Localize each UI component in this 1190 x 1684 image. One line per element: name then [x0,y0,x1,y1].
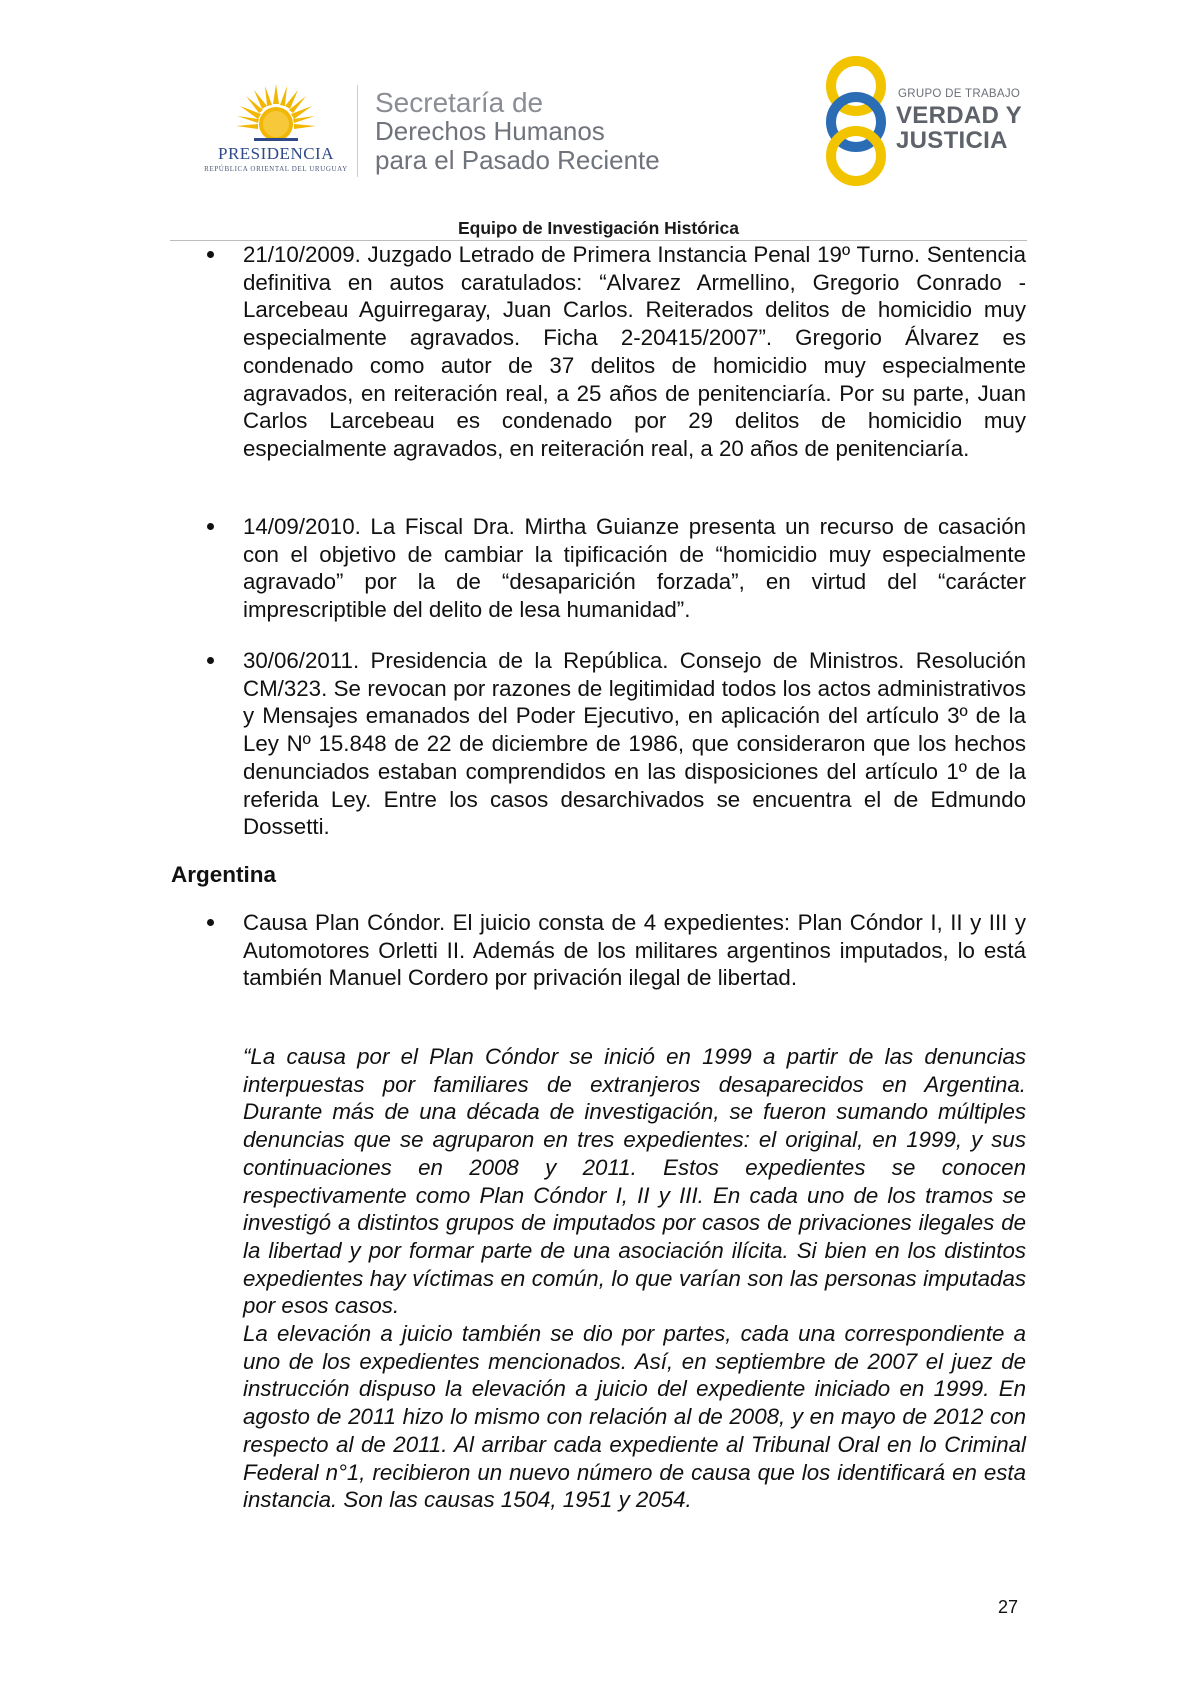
interlocked-rings-icon [822,56,892,186]
grupo-trabajo-logo [822,56,1032,186]
bullet-text: Causa Plan Cóndor. El juicio consta de 4 expedientes: Plan Cóndor I, II y III y Automotores Orletti II. Además de los militares argentinos imputados, lo está también Manuel Cordero por privación ilegal de libertad. [243,910,1026,991]
presidencia-name: PRESIDENCIA [217,144,334,163]
list-item [243,909,1026,992]
grupo-title-line-2: JUSTICIA [896,127,1008,154]
header-divider [357,85,358,177]
bullet-icon [207,523,214,530]
list-item [243,513,1026,624]
quote-paragraph: La elevación a juicio también se dio por partes, cada una correspondiente a uno de los expedientes mencionados. Así, en septiembre de 2007 el juez de instrucción dispuso la elevación a juicio del expediente iniciado en 1999. En agosto de 2011 hizo lo mismo con relación al de 2008, y en mayo de 2012 con respecto al de 2011. Al arribar cada expediente al Tribunal Oral en lo Criminal Federal n°1, recibieron un nuevo número de causa que los identificará en esta instancia. Son las causas 1504, 1951 y 2054. [243,1321,1026,1513]
quote-paragraph: “La causa por el Plan Cóndor se inició en 1999 a partir de las denuncias interpuestas por familiares de extranjeros desaparecidos en Argentina. Durante más de una década de investigación, se fueron sumando múltiples denuncias que se agruparon en tres expedientes: el original, en 1999, y sus continuaciones en 2008 y 2011. Estos expedientes se conocen respectivamente como Plan Cóndor I, II y III. En cada uno de los tramos se investigó a distintos grupos de imputados por casos de privaciones ilegales de la libertad y por formar parte de una asociación ilícita. Si bien en los distintos expedientes hay víctimas en común, lo que varían son las personas imputadas por esos casos. [243,1044,1026,1319]
quote-block [243,1043,1026,1514]
secretaria-line-2: Derechos Humanos [375,116,605,146]
team-title: Equipo de Investigación Histórica [457,218,740,238]
secretaria-line-3: para el Pasado Reciente [375,145,660,175]
section-heading: Argentina [171,862,277,887]
bullet-icon [207,251,214,258]
page-number: 27 [998,1597,1019,1617]
bullet-text: 14/09/2010. La Fiscal Dra. Mirtha Guianze presenta un recurso de casación con el objetivo de cambiar la tipificación de “homicidio muy especialmente agravado” por la de “desaparición forzada”, en virtud del “carácter imprescriptible del delito de lesa humanidad”. [243,514,1026,623]
bullet-icon [207,657,214,664]
list-item [243,241,1026,463]
grupo-title-line-1: VERDAD Y [896,102,1022,129]
bullet-icon [207,919,214,926]
bullet-text: 30/06/2011. Presidencia de la República. Consejo de Ministros. Resolución CM/323. Se revocan por razones de legitimidad todos los actos administrativos y Mensajes emanados del Poder Ejecutivo, en aplicación del artículo 3º de la Ley Nº 15.848 de 22 de diciembre de 1986, que consideraron que los hechos denunciados estaban comprendidos en las disposiciones del artículo 1º de la referida Ley. Entre los casos desarchivados se encuentra el de Edmundo Dossetti. [243,648,1026,840]
secretaria-title [375,88,660,175]
list-item [243,647,1026,841]
sun-emblem-icon [234,82,318,142]
grupo-small-title: GRUPO DE TRABAJO [898,88,1021,100]
presidencia-logo [196,82,356,182]
presidencia-subtitle: REPÚBLICA ORIENTAL DEL URUGUAY [204,165,348,173]
bullet-text: 21/10/2009. Juzgado Letrado de Primera Instancia Penal 19º Turno. Sentencia definitiva en autos caratulados: “Alvarez Armellino, Gregorio Conrado - Larcebeau Aguirregaray, Juan Carlos. Reiterados delitos de homicidio muy especialmente agravados. Ficha 2-20415/2007”. Gregorio Álvarez es condenado como autor de 37 delitos de homicidio muy especialmente agravados, en reiteración real, a 25 años de penitenciaría. Por su parte, Juan Carlos Larcebeau es condenado por 29 delitos de homicidio muy especialmente agravados, en reiteración real, a 20 años de penitenciaría. [243,242,1026,461]
secretaria-line-1: Secretaría de [375,87,544,118]
